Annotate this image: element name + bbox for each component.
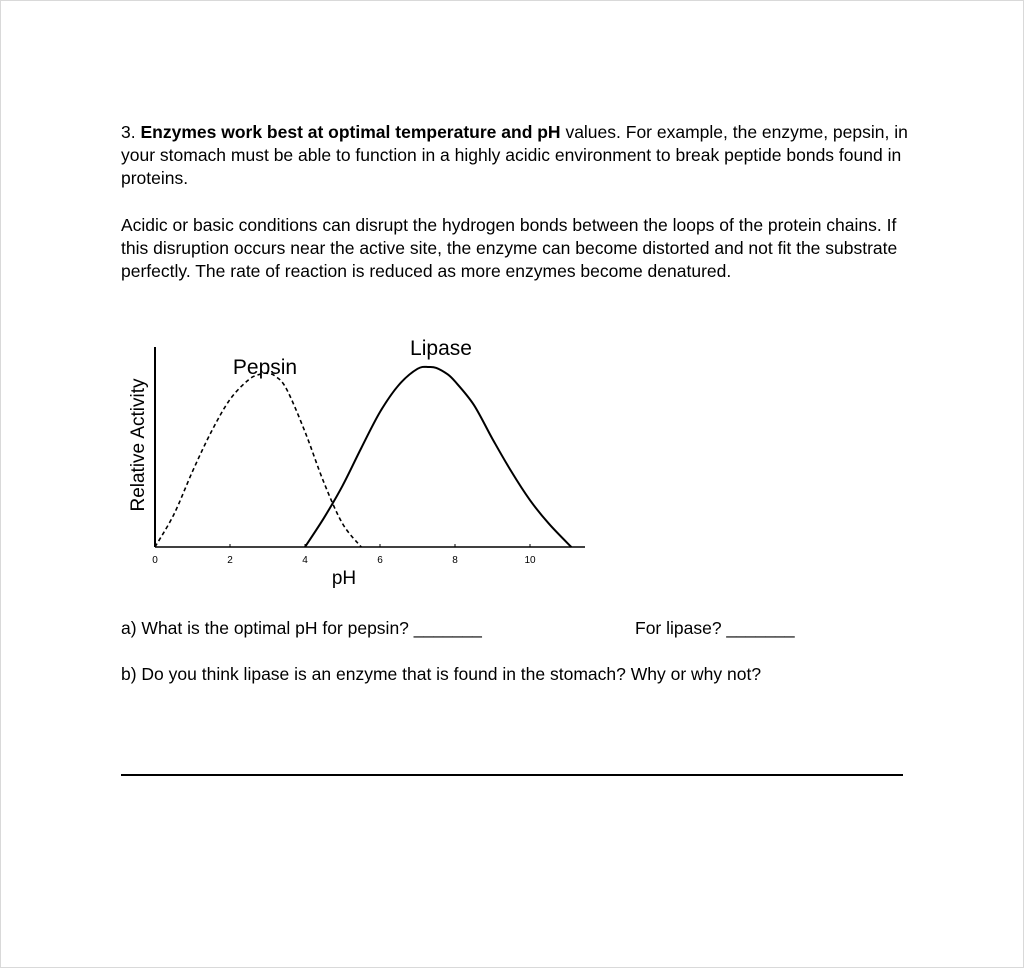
x-tick-label: 8	[452, 555, 458, 566]
curves	[155, 367, 571, 547]
curve-lipase	[305, 367, 571, 547]
paragraph-denaturation: Acidic or basic conditions can disrupt the hydrogen bonds between the loops of the protein chains. If this disruption occurs near the active site, the enzyme can become distorted and not fit the substrate perfectly. The rate of reaction is reduced as more enzymes become denatured.	[121, 215, 898, 281]
answer-line[interactable]	[121, 774, 903, 776]
series-label-lipase: Lipase	[410, 337, 472, 360]
x-tick-label: 6	[377, 555, 383, 566]
x-axis-label: pH	[331, 568, 357, 589]
question-3-text	[121, 121, 921, 190]
x-tick-label: 4	[302, 555, 308, 566]
question-b: b) Do you think lipase is an enzyme that is found in the stomach? Why or why not?	[121, 664, 762, 684]
series-label-pepsin: Pepsin	[232, 356, 298, 379]
question-rest-text: values. For example, the enzyme, pepsin, in your stomach must be able to function in a highly acidic environment to break peptide bonds found in proteins.	[121, 122, 908, 188]
x-tick-label: 2	[227, 555, 233, 566]
question-a-lipase: For lipase? _______	[635, 618, 795, 638]
enzyme-activity-chart	[118, 333, 598, 593]
question-bold-text: Enzymes work best at optimal temperature and pH	[140, 122, 561, 142]
question-a-pepsin: a) What is the optimal pH for pepsin? _______	[121, 618, 482, 638]
chart-svg	[118, 333, 598, 593]
x-tick-label: 10	[524, 555, 536, 566]
curve-pepsin	[155, 373, 361, 547]
question-number: 3.	[121, 122, 141, 142]
x-tick-label: 0	[152, 555, 158, 566]
y-axis-label: Relative Activity	[128, 378, 149, 512]
